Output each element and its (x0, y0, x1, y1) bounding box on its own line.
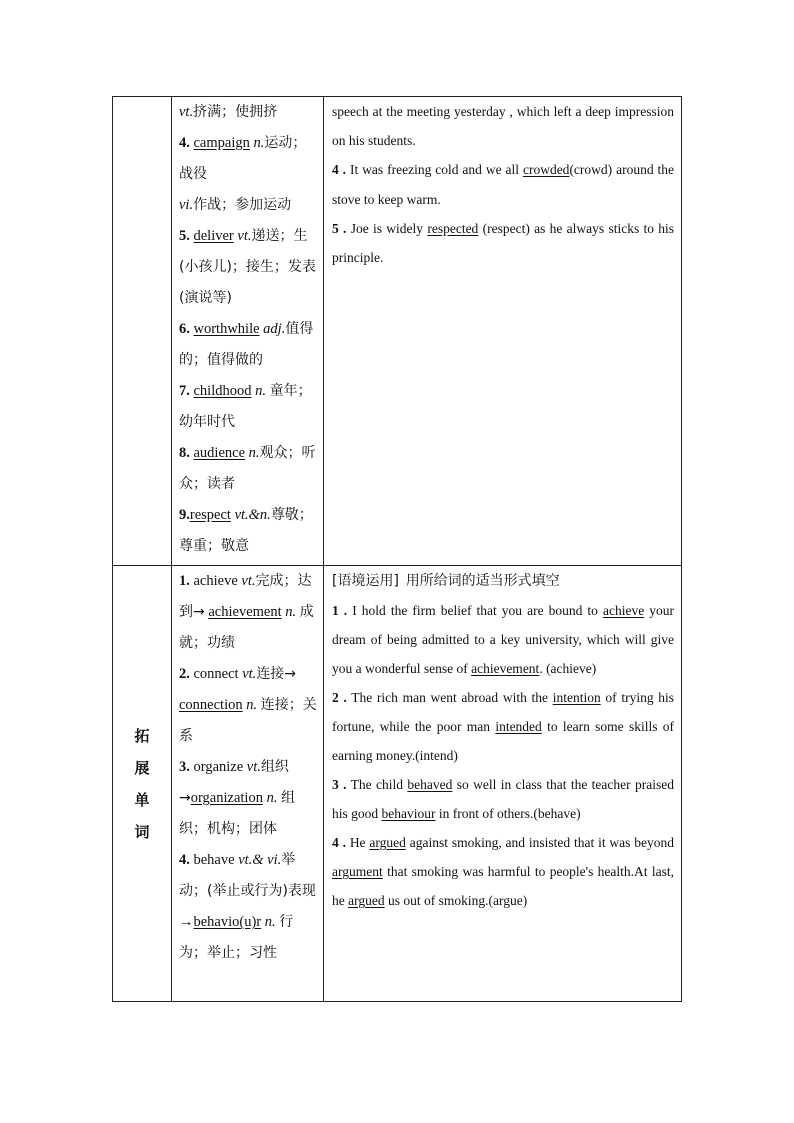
word-entry: 6. worthwhile adj.值得的；值得做的 (179, 321, 314, 368)
exercise-item: 1 . I hold the firm belief that you are bound to achieve your dream of being admitted to a key university, which will give you a wonderful sense of achievement. (achieve) (332, 603, 675, 676)
word-family-cell (172, 566, 324, 1002)
table-row (113, 566, 682, 1002)
word-entry: 8. audience n.观众；听众；读者 (179, 445, 316, 492)
word-family-entry: 3. organize vt.组织→organization n. 组织；机构；团体 (179, 759, 296, 837)
word-family-entry: 2. connect vt.连接→ connection n. 连接；关系 (179, 666, 317, 744)
word-entry: 7. childhood n. 童年；幼年时代 (179, 383, 312, 430)
exercise-item: 3 . The child behaved so well in class that the teacher praised his good behaviour in front of others.(behave) (332, 777, 675, 821)
side-label-extended-words: 拓 展 单 词 (113, 566, 172, 1002)
table-row (113, 97, 682, 566)
exercise-item: 4 . He argued against smoking, and insisted that it was beyond argument that smoking was harmful to people's health.At last, he argued us out of smoking.(argue) (332, 835, 674, 908)
exercise-heading: [语境运用] 用所给词的适当形式填空 (332, 573, 560, 589)
exercise-item: 5 . Joe is widely respected (respect) as he always sticks to his principle. (332, 220, 675, 266)
side-label-cell-empty (113, 97, 172, 566)
exercise-cell (324, 97, 682, 566)
word-entry: vt.挤满；使拥挤 (179, 104, 278, 120)
exercise-item: 4 . It was freezing cold and we all crowded(crowd) around the stove to keep warm. (332, 162, 675, 207)
vocabulary-table (112, 96, 682, 1002)
word-entry: 4. campaign n.运动；战役 (179, 135, 307, 182)
exercise-item: 2 . The rich man went abroad with the intention of trying his fortune, while the poor man intended to learn some skills of earning money.(intend) (332, 690, 675, 763)
word-list-cell (172, 97, 324, 566)
exercise-continuation: speech at the meeting yesterday , which left a deep impression on his students. (332, 104, 674, 149)
word-entry: 5. deliver vt.递送；生(小孩儿)；接生；发表(演说等) (179, 228, 316, 306)
context-exercise-cell (324, 566, 682, 1002)
word-family-entry: 4. behave vt.& vi.举动；(举止或行为)表现 →behavio(u)r n. 行为；举止；习性 (179, 852, 316, 961)
word-entry: 9.respect vt.&n.尊敬；尊重；敬意 (179, 507, 313, 554)
word-entry: vi.作战；参加运动 (179, 197, 292, 213)
word-family-entry: 1. achieve vt.完成；达到→ achievement n. 成就；功绩 (179, 573, 314, 651)
